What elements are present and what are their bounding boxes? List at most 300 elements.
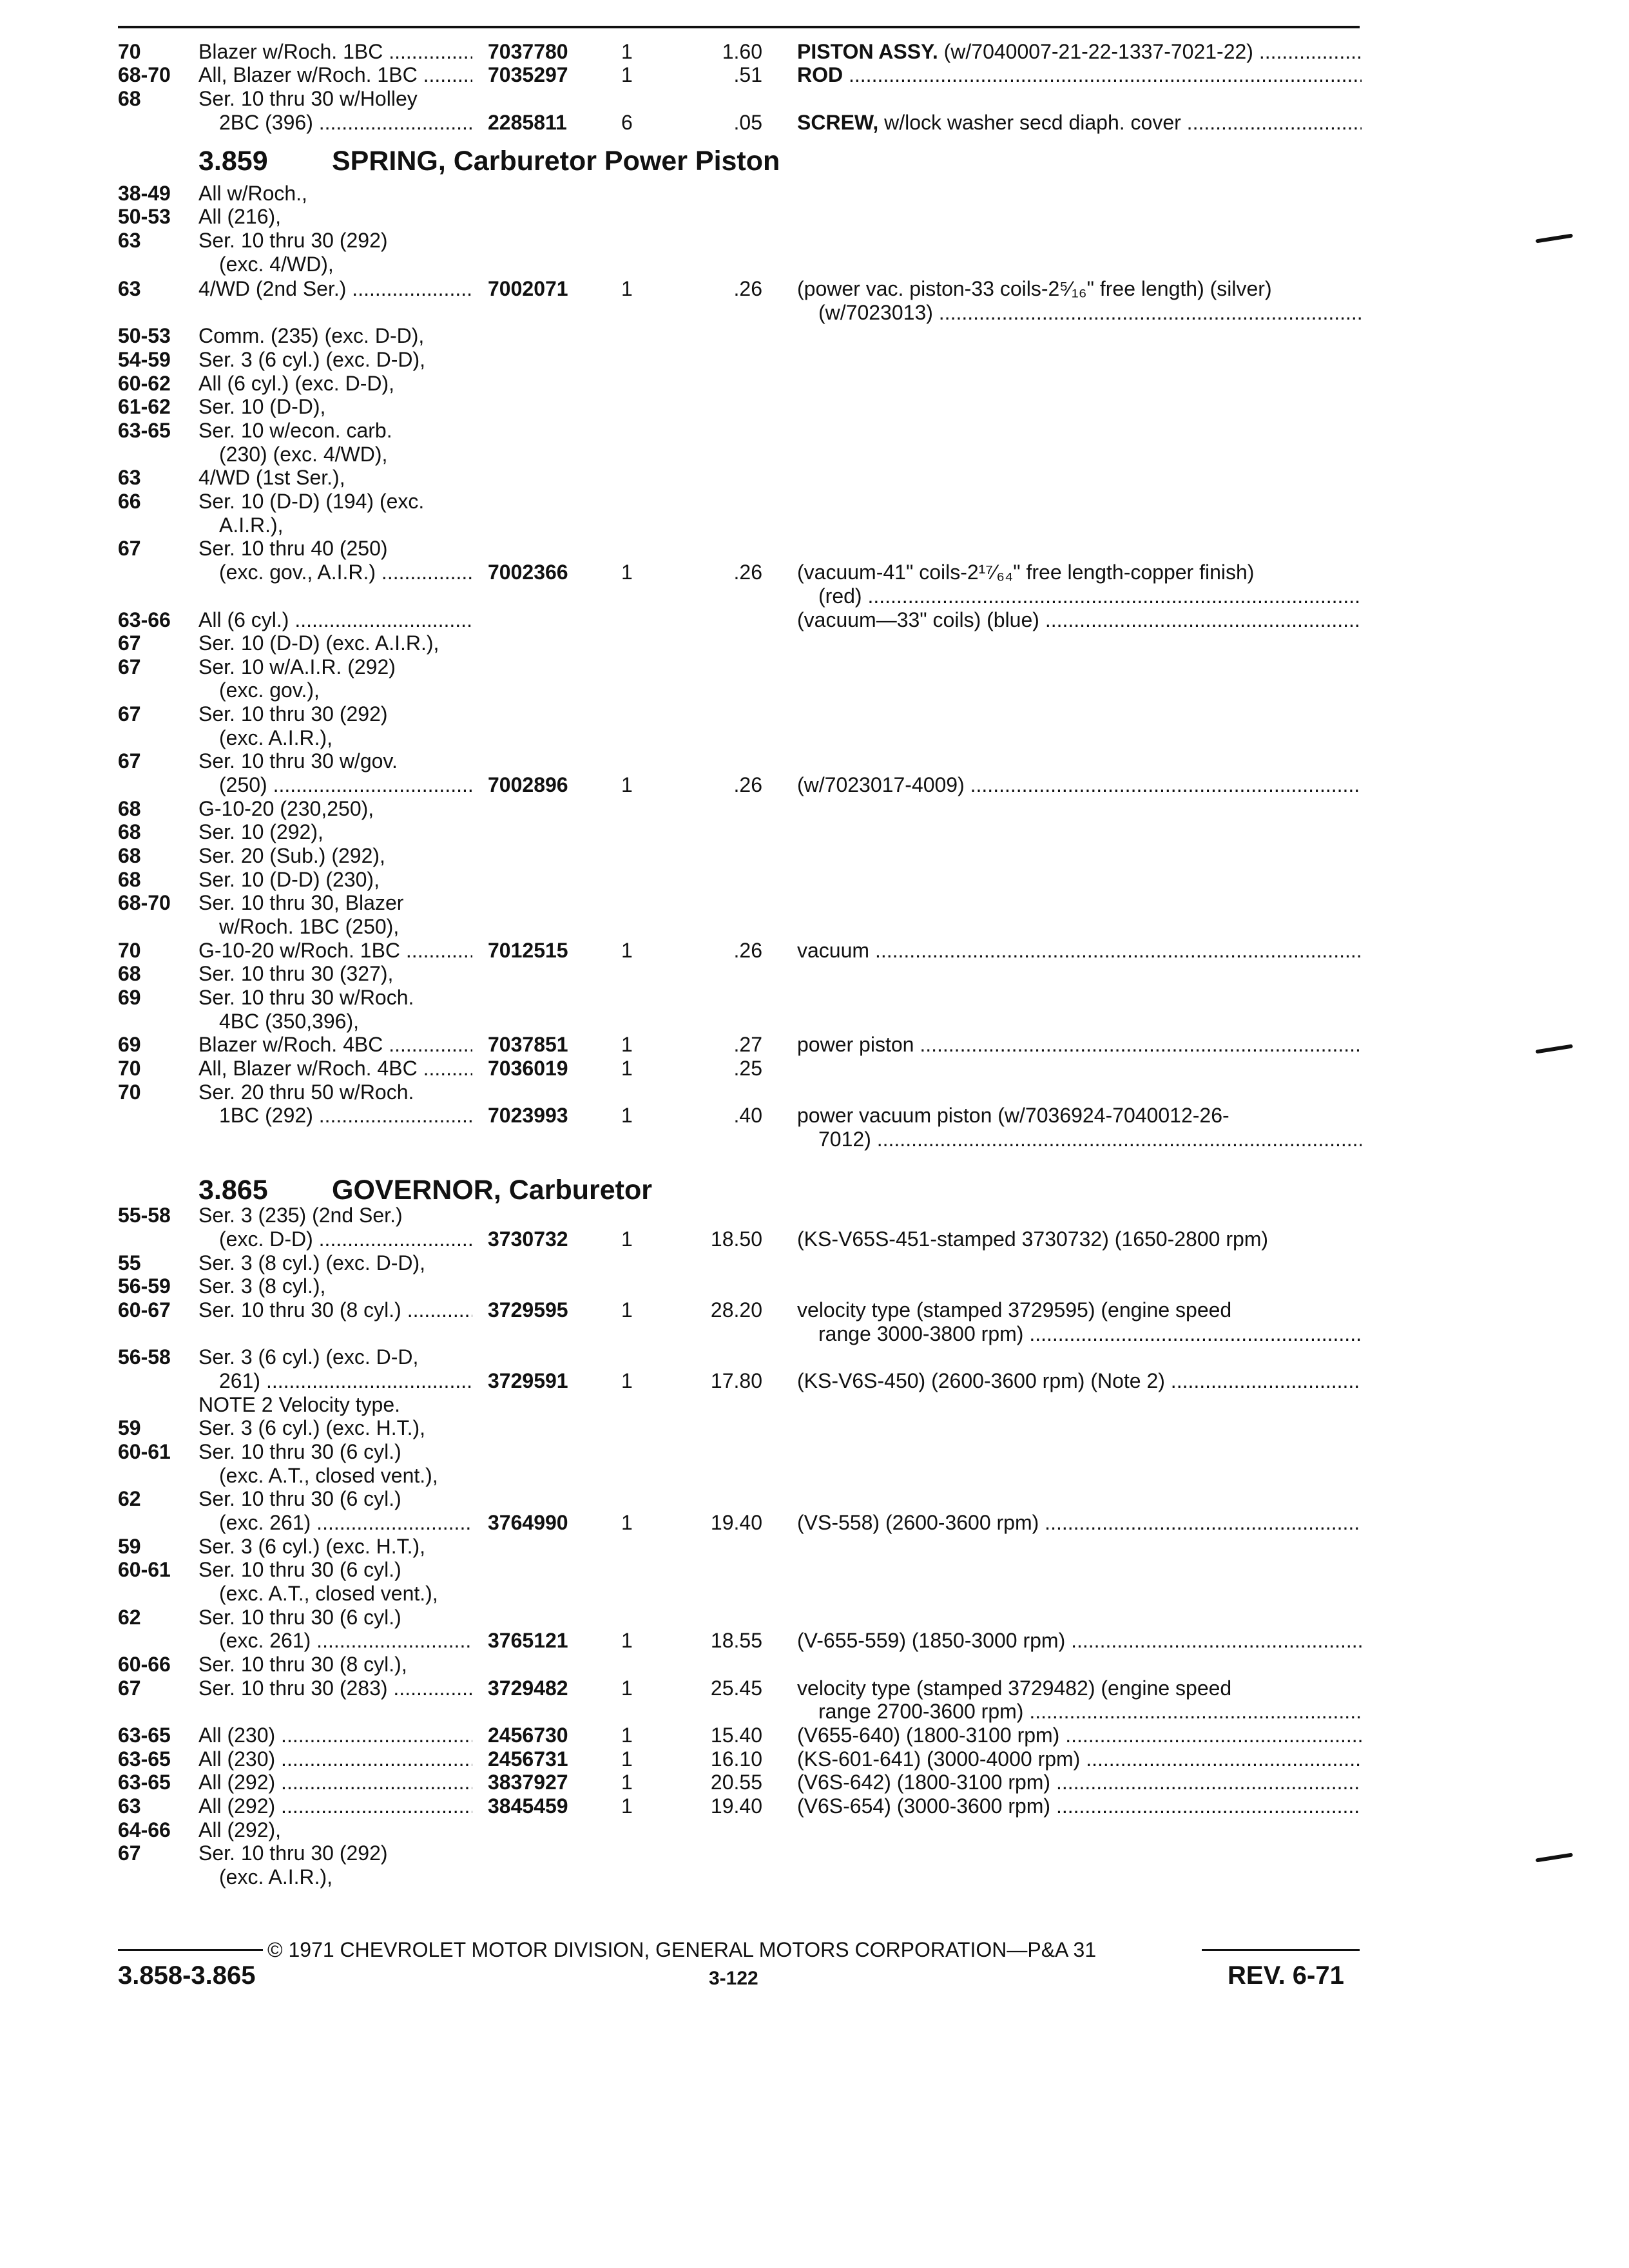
model-years: 68-70	[118, 891, 171, 914]
model-years: 68	[118, 962, 141, 985]
parts-row	[0, 986, 1629, 1010]
parts-row	[0, 1464, 1629, 1488]
parts-row	[0, 1487, 1629, 1511]
parts-row	[0, 797, 1629, 821]
application: A.I.R.),	[219, 514, 284, 537]
price: .25	[733, 1057, 762, 1080]
parts-row	[0, 87, 1629, 111]
parts-row	[0, 1771, 1629, 1794]
description	[797, 1629, 1362, 1653]
application: 4BC (350,396),	[219, 1010, 360, 1033]
quantity: 1	[621, 1298, 633, 1321]
parts-row	[0, 702, 1629, 726]
parts-row	[0, 891, 1629, 915]
quantity: 1	[621, 773, 633, 796]
application: NOTE 2 Velocity type.	[198, 1393, 401, 1416]
model-years: 56-58	[118, 1345, 171, 1369]
price: .26	[733, 939, 762, 962]
application: All (292) .....	[198, 1771, 472, 1794]
parts-row	[0, 253, 1629, 276]
parts-row	[0, 1629, 1629, 1653]
parts-row	[0, 608, 1629, 632]
price: 17.80	[710, 1369, 762, 1392]
application: All (292),	[198, 1818, 282, 1841]
model-years: 70	[118, 939, 141, 962]
application: Ser. 10 thru 40 (250)	[198, 537, 388, 560]
parts-row	[0, 1274, 1629, 1298]
description-text: power vacuum piston (w/7036924-7040012-26-	[797, 1104, 1229, 1127]
price: .27	[733, 1033, 762, 1056]
section-title: SPRING, Carburetor Power Piston	[332, 146, 780, 177]
price: 19.40	[710, 1511, 762, 1534]
model-years: 63-65	[118, 1771, 171, 1794]
description	[818, 584, 1362, 608]
parts-row	[0, 1204, 1629, 1227]
application: Ser. 10 w/econ. carb.	[198, 419, 392, 442]
parts-row	[0, 868, 1629, 892]
footer-rule-right	[1202, 1949, 1360, 1951]
parts-row	[0, 773, 1629, 797]
parts-row	[0, 537, 1629, 561]
quantity: 1	[621, 1771, 633, 1794]
price: .26	[733, 277, 762, 300]
application: Ser. 20 (Sub.) (292),	[198, 844, 385, 867]
model-years: 63-66	[118, 608, 171, 631]
application: Ser. 3 (6 cyl.) (exc. H.T.),	[198, 1535, 426, 1558]
description	[797, 1677, 1362, 1700]
description-text: range 3000-3800 rpm)	[818, 1322, 1024, 1345]
model-years: 63-65	[118, 419, 171, 442]
description-text: (VS-558) (2600-3600 rpm)	[797, 1511, 1039, 1534]
description	[797, 111, 1362, 135]
copyright-line: © 1971 CHEVROLET MOTOR DIVISION, GENERAL MOTORS CORPORATION—P&A 31	[267, 1938, 1097, 1961]
parts-row	[0, 205, 1629, 229]
parts-row	[0, 1747, 1629, 1771]
quantity: 1	[621, 1057, 633, 1080]
application: Ser. 10 thru 30 (8 cyl.) .....	[198, 1298, 472, 1322]
model-years: 55	[118, 1251, 141, 1274]
model-years: 68	[118, 844, 141, 867]
application: w/Roch. 1BC (250),	[219, 915, 400, 938]
model-years: 68	[118, 820, 141, 843]
description	[818, 1700, 1362, 1724]
model-years: 60-66	[118, 1653, 171, 1676]
parts-row	[0, 1033, 1629, 1057]
quantity: 1	[621, 277, 633, 300]
model-years: 67	[118, 702, 141, 726]
parts-row	[0, 1606, 1629, 1629]
parts-row	[0, 395, 1629, 419]
description	[797, 1724, 1362, 1747]
parts-row	[0, 655, 1629, 679]
parts-row	[0, 1724, 1629, 1747]
description-text: (V6S-654) (3000-3600 rpm)	[797, 1794, 1051, 1818]
description	[797, 1369, 1362, 1393]
parts-row	[0, 1818, 1629, 1842]
description-text: (KS-V6S-450) (2600-3600 rpm) (Note 2)	[797, 1369, 1165, 1392]
application: Ser. 10 thru 30 (292)	[198, 702, 388, 726]
description	[797, 1771, 1362, 1794]
application: Ser. 3 (6 cyl.) (exc. H.T.),	[198, 1416, 426, 1439]
description-text: (red)	[818, 584, 862, 608]
description-text: (w/7040007-21-22-1337-7021-22)	[938, 40, 1253, 63]
part-number: 3764990	[488, 1511, 568, 1534]
part-number: 3729595	[488, 1298, 568, 1321]
description	[797, 1033, 1362, 1057]
model-years: 63	[118, 277, 141, 300]
model-years: 55-58	[118, 1204, 171, 1227]
section-title: GOVERNOR, Carburetor	[332, 1175, 652, 1206]
description-text: (vacuum—33" coils) (blue)	[797, 608, 1039, 631]
application: 4/WD (2nd Ser.) .....	[198, 277, 472, 301]
part-number: 2456731	[488, 1747, 568, 1771]
model-years: 60-67	[118, 1298, 171, 1321]
price: .26	[733, 561, 762, 584]
description-text: (w/7023017-4009)	[797, 773, 965, 796]
quantity: 1	[621, 1227, 633, 1251]
price: .05	[733, 111, 762, 134]
application: (exc. A.I.R.),	[219, 1865, 333, 1888]
application: Blazer w/Roch. 4BC .....	[198, 1033, 472, 1057]
description-text: (w/7023013)	[818, 301, 933, 324]
section-number: 3.865	[198, 1175, 268, 1206]
parts-row	[0, 1057, 1629, 1081]
model-years: 54-59	[118, 348, 171, 371]
price: 25.45	[710, 1677, 762, 1700]
application: Ser. 10 thru 30 (6 cyl.)	[198, 1606, 401, 1629]
parts-row	[0, 1251, 1629, 1275]
parts-row	[0, 1841, 1629, 1865]
parts-row	[0, 962, 1629, 986]
page-range: 3.858-3.865	[118, 1961, 256, 1990]
quantity: 1	[621, 1629, 633, 1652]
application: Ser. 10 thru 30 (6 cyl.)	[198, 1487, 401, 1510]
application: All (230) .....	[198, 1724, 472, 1747]
parts-row	[0, 1010, 1629, 1033]
parts-row	[0, 490, 1629, 514]
application: All (216),	[198, 205, 282, 228]
parts-row	[0, 301, 1629, 325]
description-text: (vacuum-41" coils-2¹⁷⁄₆₄" free length-copper finish)	[797, 561, 1255, 584]
parts-row	[0, 63, 1629, 87]
part-number: 3729591	[488, 1369, 568, 1392]
description	[797, 1104, 1362, 1128]
application: 2BC (396) .....	[219, 111, 472, 135]
part-number: 3729482	[488, 1677, 568, 1700]
part-number: 7036019	[488, 1057, 568, 1080]
parts-row	[0, 631, 1629, 655]
parts-row	[0, 1081, 1629, 1104]
model-years: 64-66	[118, 1818, 171, 1841]
description	[797, 1227, 1362, 1251]
application: Ser. 10 (D-D) (exc. A.I.R.),	[198, 631, 439, 655]
parts-row	[0, 1393, 1629, 1417]
quantity: 1	[621, 40, 633, 63]
parts-row	[0, 915, 1629, 939]
part-number: 2456730	[488, 1724, 568, 1747]
price: .40	[733, 1104, 762, 1127]
part-number: 3765121	[488, 1629, 568, 1652]
model-years: 68-70	[118, 63, 171, 86]
parts-row	[0, 1416, 1629, 1440]
description	[818, 1322, 1362, 1346]
parts-row	[0, 1298, 1629, 1322]
description	[797, 608, 1362, 632]
price: 18.50	[710, 1227, 762, 1251]
parts-row	[0, 1677, 1629, 1700]
application: All, Blazer w/Roch. 1BC .....	[198, 63, 472, 87]
description-text: (KS-601-641) (3000-4000 rpm)	[797, 1747, 1081, 1771]
model-years: 50-53	[118, 205, 171, 228]
quantity: 1	[621, 1511, 633, 1534]
description	[797, 277, 1362, 301]
application: Ser. 10 thru 30, Blazer	[198, 891, 404, 914]
price: 18.55	[710, 1629, 762, 1652]
part-number: 2285811	[488, 111, 567, 134]
application: Ser. 3 (235) (2nd Ser.)	[198, 1204, 403, 1227]
description	[797, 1298, 1362, 1322]
model-years: 63-65	[118, 1724, 171, 1747]
part-number: 7002896	[488, 773, 568, 796]
application: Ser. 10 (D-D) (194) (exc.	[198, 490, 425, 513]
model-years: 67	[118, 749, 141, 773]
parts-row	[0, 1794, 1629, 1818]
application: Ser. 10 thru 30 (292)	[198, 1841, 388, 1865]
description-text: (V6S-642) (1800-3100 rpm)	[797, 1771, 1051, 1794]
price: 15.40	[710, 1724, 762, 1747]
model-years: 61-62	[118, 395, 171, 418]
description	[818, 301, 1362, 325]
model-years: 67	[118, 1841, 141, 1865]
model-years: 62	[118, 1606, 141, 1629]
parts-row	[0, 678, 1629, 702]
price: 1.60	[722, 40, 762, 63]
application: (exc. D-D) .....	[219, 1227, 472, 1251]
part-name: SCREW,	[797, 111, 879, 134]
model-years: 68	[118, 87, 141, 110]
application: (exc. 261) .....	[219, 1511, 472, 1535]
description	[797, 63, 1362, 87]
application: 261) .....	[219, 1369, 472, 1393]
description	[797, 1794, 1362, 1818]
parts-row	[0, 1582, 1629, 1606]
model-years: 60-61	[118, 1440, 171, 1463]
part-number: 3837927	[488, 1771, 568, 1794]
model-years: 68	[118, 797, 141, 820]
parts-row	[0, 372, 1629, 396]
model-years: 60-61	[118, 1558, 171, 1581]
model-years: 38-49	[118, 182, 171, 205]
part-number: 7012515	[488, 939, 568, 962]
price: .26	[733, 773, 762, 796]
quantity: 1	[621, 1794, 633, 1818]
parts-row	[0, 1345, 1629, 1369]
application: (250) .....	[219, 773, 472, 797]
quantity: 1	[621, 939, 633, 962]
application: Ser. 10 thru 30 (327),	[198, 962, 394, 985]
description	[797, 773, 1362, 797]
part-name: PISTON ASSY.	[797, 40, 938, 63]
application: (exc. gov.),	[219, 678, 320, 702]
application: (exc. A.T., closed vent.),	[219, 1464, 438, 1487]
parts-row	[0, 1369, 1629, 1393]
parts-row	[0, 229, 1629, 253]
model-years: 50-53	[118, 324, 171, 347]
parts-row	[0, 1104, 1629, 1128]
part-number: 7002366	[488, 561, 568, 584]
quantity: 1	[621, 1369, 633, 1392]
quantity: 1	[621, 1747, 633, 1771]
description-text: velocity type (stamped 3729482) (engine speed	[797, 1677, 1232, 1700]
quantity: 1	[621, 1677, 633, 1700]
revision-label: REV. 6-71	[1228, 1961, 1344, 1990]
part-number: 7037780	[488, 40, 568, 63]
price: .51	[733, 63, 762, 86]
part-name: ROD	[797, 63, 843, 86]
application: G-10-20 (230,250),	[198, 797, 374, 820]
quantity: 6	[621, 111, 633, 134]
model-years: 66	[118, 490, 141, 513]
parts-row	[0, 40, 1629, 64]
model-years: 60-62	[118, 372, 171, 395]
parts-row	[0, 561, 1629, 584]
application: Ser. 20 thru 50 w/Roch.	[198, 1081, 414, 1104]
description	[797, 40, 1362, 64]
model-years: 67	[118, 537, 141, 560]
description-text: vacuum	[797, 939, 870, 962]
parts-row	[0, 419, 1629, 443]
application: (exc. gov., A.I.R.) .....	[219, 561, 472, 584]
application: Ser. 10 thru 30 (6 cyl.)	[198, 1440, 401, 1463]
model-years: 67	[118, 1677, 141, 1700]
description	[797, 939, 1362, 963]
price: 16.10	[710, 1747, 762, 1771]
application: (230) (exc. 4/WD),	[219, 443, 388, 466]
application: (exc. 261) .....	[219, 1629, 472, 1653]
parts-row	[0, 514, 1629, 537]
quantity: 1	[621, 1104, 633, 1127]
parts-row	[0, 844, 1629, 868]
parts-row	[0, 584, 1629, 608]
description-text: w/lock washer secd diaph. cover	[878, 111, 1181, 134]
price: 20.55	[710, 1771, 762, 1794]
model-years: 67	[118, 655, 141, 678]
footer-rule-left	[118, 1949, 263, 1951]
application: Ser. 3 (8 cyl.),	[198, 1274, 326, 1298]
parts-row	[0, 1227, 1629, 1251]
model-years: 69	[118, 986, 141, 1009]
quantity: 1	[621, 1033, 633, 1056]
parts-row	[0, 1558, 1629, 1582]
description	[797, 1511, 1362, 1535]
application: Ser. 3 (6 cyl.) (exc. D-D),	[198, 348, 426, 371]
application: 1BC (292) .....	[219, 1104, 472, 1128]
parts-row	[0, 1865, 1629, 1889]
parts-row	[0, 1440, 1629, 1464]
parts-row	[0, 939, 1629, 963]
parts-row	[0, 324, 1629, 348]
model-years: 59	[118, 1535, 141, 1558]
parts-row	[0, 277, 1629, 301]
description	[818, 1128, 1362, 1151]
part-number: 7002071	[488, 277, 568, 300]
application: All (230) .....	[198, 1747, 472, 1771]
parts-row	[0, 820, 1629, 844]
parts-row	[0, 1653, 1629, 1677]
parts-row	[0, 1511, 1629, 1535]
model-years: 63-65	[118, 1747, 171, 1771]
application: Ser. 10 w/A.I.R. (292)	[198, 655, 396, 678]
description-text: (V655-640) (1800-3100 rpm)	[797, 1724, 1060, 1747]
application: G-10-20 w/Roch. 1BC .....	[198, 939, 472, 963]
price: 19.40	[710, 1794, 762, 1818]
description	[797, 1747, 1362, 1771]
application: (exc. A.I.R.),	[219, 726, 333, 749]
application: Ser. 10 thru 30 (8 cyl.),	[198, 1653, 407, 1676]
quantity: 1	[621, 63, 633, 86]
description-text: (V-655-559) (1850-3000 rpm)	[797, 1629, 1066, 1652]
model-years: 69	[118, 1033, 141, 1056]
parts-row	[0, 443, 1629, 466]
parts-row	[0, 1535, 1629, 1559]
application: Ser. 10 thru 30 (283) .....	[198, 1677, 472, 1700]
model-years: 56-59	[118, 1274, 171, 1298]
application: Ser. 3 (8 cyl.) (exc. D-D),	[198, 1251, 426, 1274]
parts-row	[0, 1700, 1629, 1724]
price: 28.20	[710, 1298, 762, 1321]
parts-row	[0, 466, 1629, 490]
application: Ser. 10 thru 30 w/Holley	[198, 87, 418, 110]
description-text: 7012)	[818, 1128, 871, 1151]
application: Comm. (235) (exc. D-D),	[198, 324, 425, 347]
parts-row	[0, 726, 1629, 750]
page-number: 3-122	[709, 1968, 758, 1989]
model-years: 63	[118, 466, 141, 489]
parts-row	[0, 348, 1629, 372]
application: Ser. 10 thru 30 (292)	[198, 229, 388, 252]
part-number: 7035297	[488, 63, 568, 86]
application: Ser. 3 (6 cyl.) (exc. D-D,	[198, 1345, 419, 1369]
application: All (6 cyl.) (exc. D-D),	[198, 372, 394, 395]
application: All (6 cyl.) .....	[198, 608, 472, 632]
application: Ser. 10 (D-D) (230),	[198, 868, 380, 891]
quantity: 1	[621, 561, 633, 584]
part-number: 7037851	[488, 1033, 568, 1056]
description-text: power piston	[797, 1033, 914, 1056]
model-years: 59	[118, 1416, 141, 1439]
parts-row	[0, 1322, 1629, 1346]
parts-row	[0, 749, 1629, 773]
model-years: 70	[118, 40, 141, 63]
application: Blazer w/Roch. 1BC .....	[198, 40, 472, 64]
description-text: (KS-V65S-451-stamped 3730732) (1650-2800 rpm)	[797, 1227, 1269, 1251]
description-text: velocity type (stamped 3729595) (engine speed	[797, 1298, 1232, 1321]
application: 4/WD (1st Ser.),	[198, 466, 345, 489]
application: (exc. A.T., closed vent.),	[219, 1582, 438, 1605]
application: (exc. 4/WD),	[219, 253, 334, 276]
parts-row	[0, 182, 1629, 206]
section-number: 3.859	[198, 146, 268, 177]
application: All, Blazer w/Roch. 4BC .....	[198, 1057, 472, 1081]
application: Ser. 10 (292),	[198, 820, 323, 843]
application: Ser. 10 thru 30 (6 cyl.)	[198, 1558, 401, 1581]
application: Ser. 10 thru 30 w/gov.	[198, 749, 398, 773]
part-number: 3845459	[488, 1794, 568, 1818]
parts-row	[0, 1128, 1629, 1151]
description	[797, 561, 1362, 584]
description-text: (power vac. piston-33 coils-2⁵⁄₁₆" free length) (silver)	[797, 277, 1272, 300]
model-years: 70	[118, 1057, 141, 1080]
